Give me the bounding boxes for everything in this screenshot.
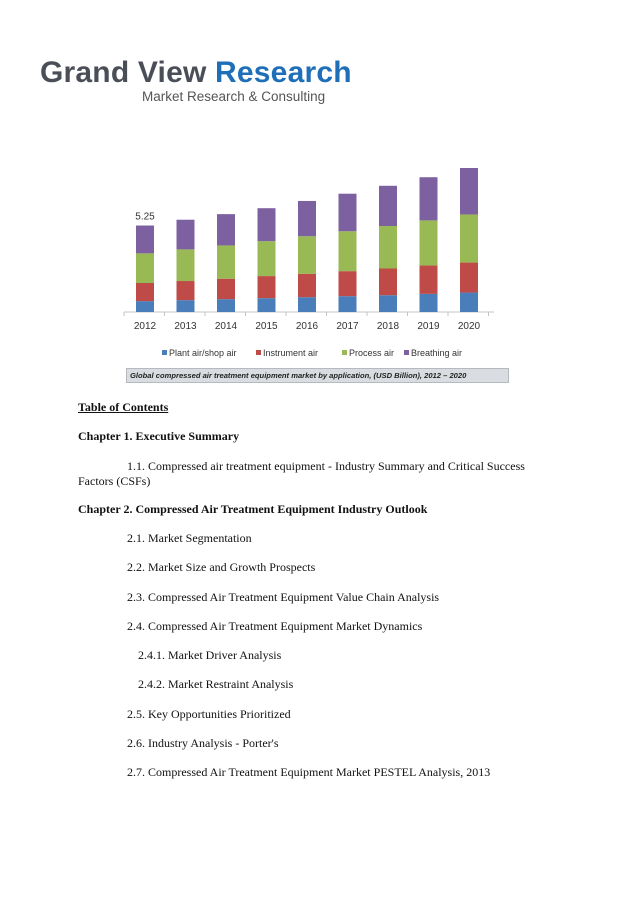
logo-name-part1: Grand View bbox=[40, 56, 216, 89]
bar-segment-2012-series-3 bbox=[136, 226, 154, 254]
legend-swatch-2 bbox=[342, 350, 347, 355]
bar-segment-2020-series-2 bbox=[460, 214, 478, 262]
chart-caption: Global compressed air treatment equipment market by application, (USD Billion), 2012 – 2020 bbox=[126, 368, 509, 383]
x-tick-label-2017: 2017 bbox=[336, 321, 359, 332]
bar-segment-2012-series-1 bbox=[136, 283, 154, 301]
toc-heading: Table of Contents bbox=[78, 400, 169, 414]
toc-item-2-1: 2.1. Market Segmentation bbox=[127, 531, 252, 545]
x-tick-label-2020: 2020 bbox=[457, 321, 481, 332]
bar-segment-2015-series-1 bbox=[258, 276, 276, 298]
logo-title bbox=[40, 56, 352, 90]
legend-swatch-1 bbox=[256, 350, 261, 355]
toc-item-2-4: 2.4. Compressed Air Treatment Equipment Market Dynamics bbox=[127, 619, 423, 633]
legend-swatch-0 bbox=[162, 350, 167, 355]
bar-segment-2016-series-3 bbox=[298, 201, 316, 236]
toc-item-2-2: 2.2. Market Size and Growth Prospects bbox=[127, 560, 316, 574]
legend-label-3: Breathing air bbox=[411, 348, 463, 358]
x-tick-label-2014: 2014 bbox=[214, 321, 238, 332]
bar-segment-2018-series-1 bbox=[379, 269, 397, 296]
bar-segment-2015-series-2 bbox=[258, 241, 276, 276]
bar-segment-2018-series-2 bbox=[379, 226, 397, 269]
bar-segment-2014-series-3 bbox=[217, 214, 235, 245]
bar-segment-2019-series-2 bbox=[420, 220, 438, 265]
x-tick-label-2016: 2016 bbox=[295, 321, 319, 332]
bar-segment-2018-series-3 bbox=[379, 186, 397, 226]
stacked-bar-chart bbox=[120, 160, 520, 365]
bar-segment-2017-series-0 bbox=[339, 296, 357, 312]
x-tick-label-2013: 2013 bbox=[174, 321, 197, 332]
bar-segment-2017-series-1 bbox=[339, 271, 357, 296]
bar-segment-2019-series-1 bbox=[420, 266, 438, 294]
bar-segment-2013-series-3 bbox=[177, 220, 195, 250]
legend-label-2: Process air bbox=[349, 348, 395, 358]
bar-segment-2013-series-2 bbox=[177, 249, 195, 281]
bar-segment-2019-series-3 bbox=[420, 177, 438, 220]
company-logo bbox=[40, 56, 352, 104]
x-tick-label-2019: 2019 bbox=[417, 321, 440, 332]
bar-segment-2014-series-0 bbox=[217, 299, 235, 312]
bar-segment-2020-series-1 bbox=[460, 263, 478, 293]
logo-tagline: Market Research & Consulting bbox=[142, 89, 326, 104]
legend-label-1: Instrument air bbox=[263, 348, 319, 358]
toc-item-2-6: 2.6. Industry Analysis - Porter's bbox=[127, 736, 279, 750]
bar-segment-2016-series-0 bbox=[298, 297, 316, 312]
bar-segment-2017-series-3 bbox=[339, 194, 357, 232]
bar-segment-2020-series-0 bbox=[460, 293, 478, 312]
bar-segment-2016-series-1 bbox=[298, 274, 316, 297]
bar-segment-2012-series-2 bbox=[136, 253, 154, 283]
toc-item-1-1-continued: Factors (CSFs) bbox=[78, 474, 151, 488]
toc-item-1-1: 1.1. Compressed air treatment equipment - Industry Summary and Critical Success bbox=[127, 459, 525, 473]
toc-item-2-5: 2.5. Key Opportunities Prioritized bbox=[127, 707, 291, 721]
bar-segment-2018-series-0 bbox=[379, 295, 397, 312]
x-tick-label-2015: 2015 bbox=[255, 321, 278, 332]
data-label-0: 5.25 bbox=[135, 211, 155, 223]
bar-segment-2019-series-0 bbox=[420, 294, 438, 312]
bar-segment-2016-series-2 bbox=[298, 236, 316, 274]
logo-name-part2: Research bbox=[215, 56, 352, 89]
x-tick-label-2018: 2018 bbox=[376, 321, 400, 332]
bar-segment-2014-series-2 bbox=[217, 245, 235, 278]
legend-swatch-3 bbox=[404, 350, 409, 355]
bar-segment-2015-series-3 bbox=[258, 208, 276, 241]
bar-segment-2013-series-0 bbox=[177, 300, 195, 312]
toc-item-2-7: 2.7. Compressed Air Treatment Equipment Market PESTEL Analysis, 2013 bbox=[127, 765, 491, 779]
bar-segment-2012-series-0 bbox=[136, 301, 154, 312]
legend-label-0: Plant air/shop air bbox=[169, 348, 237, 358]
toc-chapter-2: Chapter 2. Compressed Air Treatment Equipment Industry Outlook bbox=[78, 502, 428, 516]
toc-item-2-3: 2.3. Compressed Air Treatment Equipment Value Chain Analysis bbox=[127, 590, 440, 604]
x-tick-label-2012: 2012 bbox=[133, 321, 157, 332]
toc-item-2-4-2: 2.4.2. Market Restraint Analysis bbox=[138, 677, 294, 691]
toc-item-2-4-1: 2.4.1. Market Driver Analysis bbox=[138, 648, 282, 662]
bar-segment-2013-series-1 bbox=[177, 281, 195, 300]
bar-segment-2020-series-3 bbox=[460, 168, 478, 214]
bar-segment-2014-series-1 bbox=[217, 279, 235, 299]
bar-segment-2015-series-0 bbox=[258, 298, 276, 312]
toc-chapter-1: Chapter 1. Executive Summary bbox=[78, 429, 240, 443]
bar-segment-2017-series-2 bbox=[339, 231, 357, 271]
